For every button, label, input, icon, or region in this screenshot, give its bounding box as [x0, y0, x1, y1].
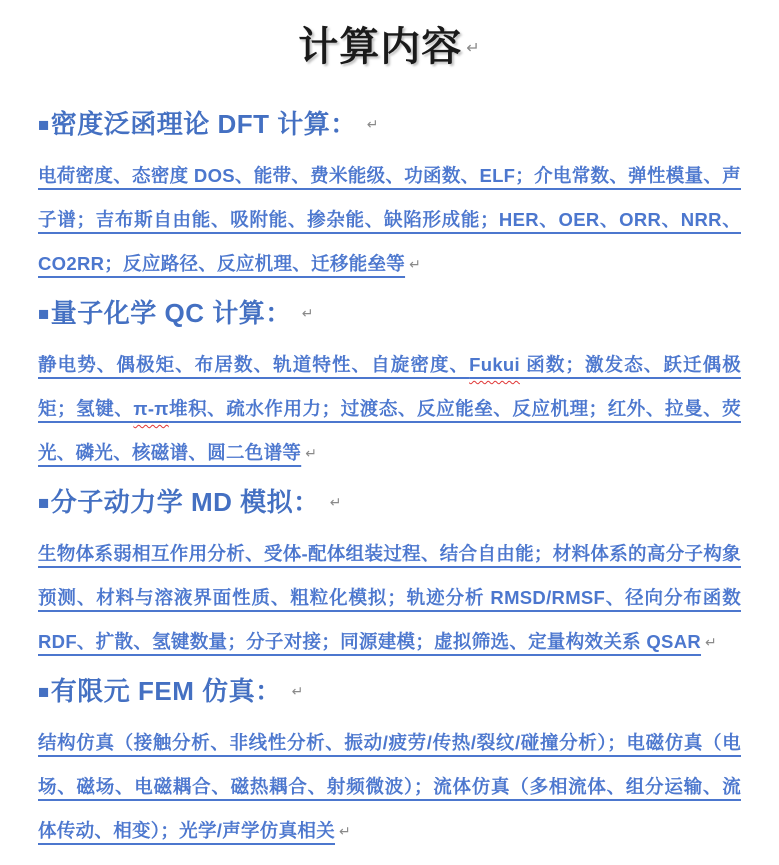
spell-error-text: π-π — [133, 398, 169, 419]
paragraph-mark-icon: ↵ — [466, 40, 481, 57]
paragraph-mark-icon: ↵ — [339, 823, 352, 839]
paragraph-mark-icon: ↵ — [305, 445, 318, 461]
bullet-square-icon: ■ — [38, 114, 50, 135]
paragraph-mark-icon: ↵ — [705, 634, 718, 650]
section-body-qc — [38, 343, 741, 476]
bullet-square-icon: ■ — [38, 303, 50, 324]
paragraph-mark-icon: ↵ — [329, 494, 342, 510]
section-fem — [38, 668, 741, 854]
body-text: 堆积、疏水作用力；过渡态、反应能垒、反应机理；红外、拉曼、荧光、磷光、核磁谱、圆二色谱等 — [38, 398, 741, 463]
page-title-text: 计算内容 — [298, 25, 463, 69]
section-qc — [38, 290, 741, 476]
body-text: 函数；激发态、跃迁偶极矩；氢键、 — [38, 354, 741, 419]
paragraph-mark-icon: ↵ — [409, 256, 422, 272]
section-md — [38, 479, 741, 665]
section-dft — [38, 101, 741, 287]
section-heading-label: 有限元 FEM 仿真： — [50, 676, 282, 706]
section-heading-dft — [38, 101, 741, 148]
body-text: 结构仿真（接触分析、非线性分析、振动/疲劳/传热/裂纹/碰撞分析）；电磁仿真（电场、磁场、电磁耦合、磁热耦合、射频微波）；流体仿真（多相流体、组分运输、流体传动、相变）；光学/声学仿真相关 — [38, 732, 741, 841]
body-text: 静电势、偶极矩、布居数、轨道特性、自旋密度、 — [38, 354, 470, 375]
paragraph-mark-icon: ↵ — [291, 683, 304, 699]
paragraph-mark-icon: ↵ — [366, 116, 380, 132]
body-text: 生物体系弱相互作用分析、受体-配体组装过程、结合自由能；材料体系的高分子构象预测、材料与溶液界面性质、粗粒化模拟；轨迹分析 RMSD/RMSF、径向分布函数 RDF、扩散、氢键数量；分子对接；同源建模；虚拟筛选、定量构效关系 QSAR — [38, 543, 741, 652]
section-heading-label: 分子动力学 MD 模拟： — [50, 487, 320, 517]
section-heading-md — [38, 479, 741, 526]
spell-error-text: Fukui — [469, 354, 520, 375]
section-body-dft — [38, 154, 741, 287]
body-text: 电荷密度、态密度 DOS、能带、费米能级、功函数、ELF；介电常数、弹性模量、声子谱；吉布斯自由能、吸附能、掺杂能、缺陷形成能；HER、OER、ORR、NRR、CO2RR；反应路径、反应机理、迁移能垒等 — [38, 165, 741, 274]
paragraph-mark-icon: ↵ — [301, 305, 314, 321]
bullet-square-icon: ■ — [38, 681, 50, 702]
section-heading-label: 密度泛函理论 DFT 计算： — [50, 109, 357, 139]
section-heading-qc — [38, 290, 741, 337]
section-body-fem — [38, 721, 741, 854]
section-body-md — [38, 532, 741, 665]
page-title — [38, 18, 741, 79]
section-heading-fem — [38, 668, 741, 715]
bullet-square-icon: ■ — [38, 492, 50, 513]
section-heading-label: 量子化学 QC 计算： — [50, 298, 292, 328]
